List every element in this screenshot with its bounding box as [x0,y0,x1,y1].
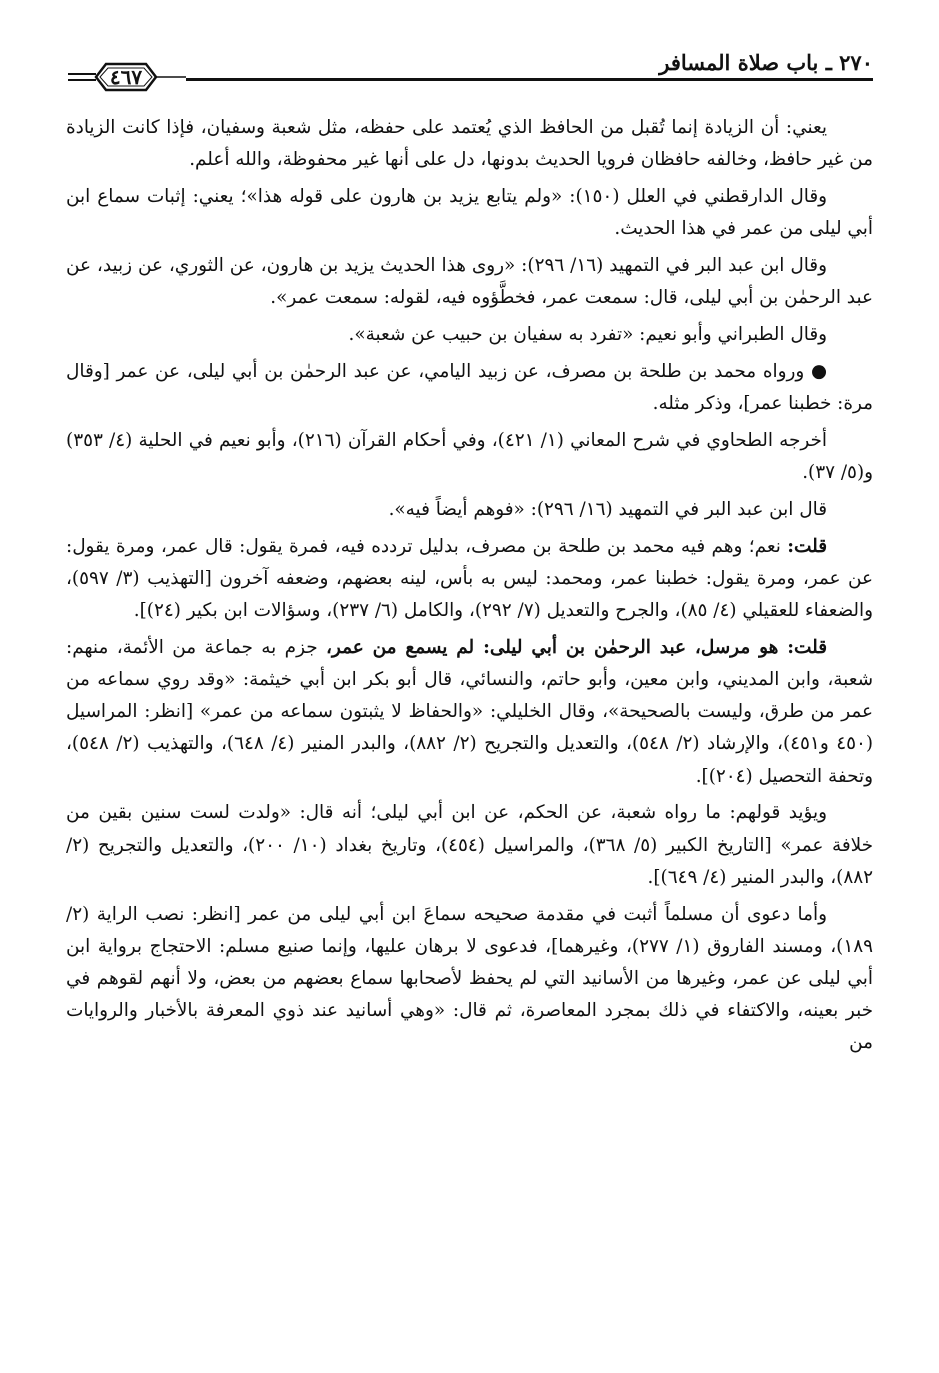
paragraph-lead: قلت: هو مرسل، عبد الرحمٰن بن أبي ليلى: لم يسمع من عمر، [325,636,827,658]
paragraph-text: جزم به جماعة من الأئمة، منهم: شعبة، وابن المديني، وابن معين، وأبو حاتم، والنسائي، قال أبو بكر ابن أبي خيثمة: «وقد روي سماعه من عمر من طرق، وليست بالصحيحة»، وقال الخليلي: «والحفاظ لا يثبتون سماعه من عمر» [انظر: المراسيل (٤٥٠ و٤٥١)، والإرشاد (٢/ ٥٤٨)، والتعديل والتجريح (٢/ ٨٨٢)، والبدر المنير (٤/ ٦٤٨)، والتهذيب (٢/ ٥٤٨)، وتحفة التحصيل (٢٠٤)]. [66,636,874,787]
paragraph-text: وأما دعوى أن مسلماً أثبت في مقدمة صحيحه سماعَ ابن أبي ليلى من عمر [انظر: نصب الراية (٢/ ١٨٩)، ومسند الفاروق (١/ ٢٧٧)، وغيرهما]، فدعوى لا برهان عليها، وإنما صنيع مسلم: الاحتجاج برواية ابن أبي ليلى عن عمر، وغيرها من الأسانيد التي لم يحفظ لأصحابها سماع بعضهم من بعض، ولا أنهم لقوهم في خبر بعينه، والاكتفاء في ذلك بمجرد المعاصرة، ثم قال: «وهي أسانيد عند ذوي المعرفة بالأخبار والروايات من [66,903,873,1054]
paragraph-text: يعني: أن الزيادة إنما تُقبل من الحافظ الذي يُعتمد على حفظه، مثل شعبة وسفيان، فإذا كانت الزيادة من غير حافظ، وخالفه حافظان فرويا الحديث بدونها، دل على أنها غير محفوظة، والله أعلم. [66,117,873,171]
paragraph-text: وقال ابن عبد البر في التمهيد (١٦/ ٢٩٦): «روى هذا الحديث يزيد بن هارون، عن الثوري، عن زبيد، عن عبد الرحمٰن بن أبي ليلى، قال: سمعت عمر، فخطَّؤوه فيه، لقوله: سمعت عمر». [66,255,873,309]
paragraph [66,319,873,351]
paragraph-text: ويؤيد قولهم: ما رواه شعبة، عن الحكم، عن ابن أبي ليلى؛ أنه قال: «ولدت لست سنين بقين من خلافة عمر» [التاريخ الكبير (٥/ ٣٦٨)، والمراسيل (٤٥٤)، وتاريخ بغداد (١٠/ ٢٠٠)، والتعديل والتجريح (٢/ ٨٨٢)، والبدر المنير (٤/ ٦٤٩)]. [66,802,873,888]
running-title: ٢٧٠ ـ باب صلاة المسافر [659,50,873,75]
page-number-ornament [66,60,186,96]
paragraph-text: وقال الدارقطني في العلل (١٥٠): «ولم يتابع يزيد بن هارون على قوله هذا»؛ يعني: إثبات سماع ابن أبي ليلى من عمر في هذا الحديث. [66,186,873,240]
paragraph [66,632,873,793]
paragraph-lead: قلت: [787,535,827,557]
paragraph [66,531,873,628]
paragraph [66,250,873,314]
paragraph-text: نعم؛ وهم فيه محمد بن طلحة بن مصرف، بدليل تردده فيه، فمرة يقول: قال عمر، ومرة يقول: عن عمر، ومرة يقول: خطبنا عمر، ومحمد: ليس به بأس، لينه بعضهم، وضعفه آخرون [التهذيب (٣/ ٥٩٧)، والضعفاء للعقيلي (٤/ ٨٥)، والجرح والتعديل (٧/ ٢٩٢)، والكامل (٦/ ٢٣٧)، وسؤالات ابن بكير (٢٤)]. [66,535,873,621]
paragraph [66,181,873,245]
paragraph [66,797,873,894]
paragraph [66,112,873,176]
paragraph [66,494,873,526]
paragraph [66,425,873,489]
header-rule [186,78,873,81]
paragraph-text: قال ابن عبد البر في التمهيد (١٦/ ٢٩٦): «فوهم أيضاً فيه». [388,498,827,520]
paragraph-text: ● ورواه محمد بن طلحة بن مصرف، عن زبيد اليامي، عن عبد الرحمٰن بن أبي ليلى، عن عمر [وقال مرة: خطبنا عمر]، وذكر مثله. [66,360,873,414]
paragraph-text: وقال الطبراني وأبو نعيم: «تفرد به سفيان بن حبيب عن شعبة». [348,324,827,345]
page-number: ٤٦٧ [109,65,143,89]
paragraph [66,899,873,1060]
page-header [66,40,873,92]
paragraph-text: أخرجه الطحاوي في شرح المعاني (١/ ٤٢١)، وفي أحكام القرآن (٢١٦)، وأبو نعيم في الحلية (٤/ ٣٥٣) و(٥/ ٣٧). [66,429,873,483]
body-text [66,112,873,1064]
paragraph [66,356,873,420]
